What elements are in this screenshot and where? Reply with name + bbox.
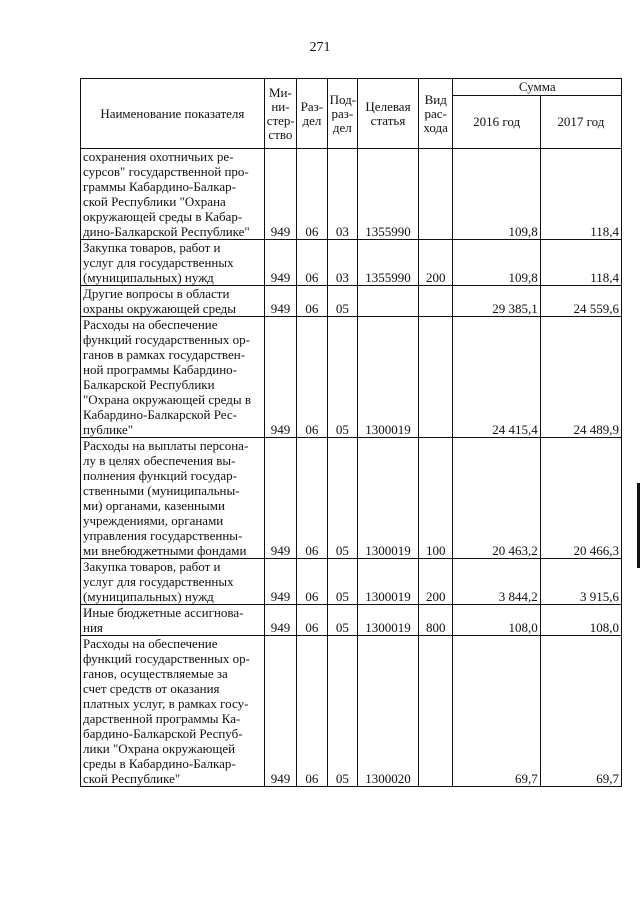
cell-ministry: 949	[264, 605, 296, 636]
cell-expense-type: 100	[418, 438, 453, 559]
cell-target-article: 1300019	[358, 438, 419, 559]
table-row	[81, 605, 622, 636]
cell-subsection: 05	[327, 605, 357, 636]
cell-name: Расходы на обеспечение функций государственных ор- ганов, осуществляемые за счет средств от оказания платных услуг, в рамках госу- дарственной программы Ка- бардино-Балкарской Респуб- лики "Охрана окружающей среды в Кабардино-Балкар- ской Республике"	[81, 636, 265, 787]
cell-name: Другие вопросы в области охраны окружающей среды	[81, 286, 265, 317]
cell-ministry: 949	[264, 559, 296, 605]
cell-section: 06	[297, 286, 327, 317]
cell-sum-2016: 20 463,2	[453, 438, 540, 559]
cell-section: 06	[297, 240, 327, 286]
cell-subsection: 05	[327, 559, 357, 605]
table-row	[81, 636, 622, 787]
header-year-2016: 2016 год	[453, 96, 540, 149]
cell-subsection: 05	[327, 286, 357, 317]
cell-sum-2016: 29 385,1	[453, 286, 540, 317]
cell-name: сохранения охотничьих ре- сурсов" государственной про- граммы Кабардино-Балкар- ской Республики "Охрана окружающей среды в Кабар- дино-Балкарской Республике"	[81, 149, 265, 240]
header-target-article: Целевая статья	[358, 79, 419, 149]
cell-sum-2016: 69,7	[453, 636, 540, 787]
cell-section: 06	[297, 559, 327, 605]
cell-sum-2017: 108,0	[540, 605, 621, 636]
table-body	[81, 149, 622, 787]
cell-section: 06	[297, 317, 327, 438]
cell-ministry: 949	[264, 317, 296, 438]
cell-expense-type	[418, 317, 453, 438]
cell-subsection: 05	[327, 438, 357, 559]
cell-sum-2017: 118,4	[540, 240, 621, 286]
cell-name: Расходы на выплаты персона- лу в целях обеспечения вы- полнения функций государ- ственными (муниципальны- ми) органами, казенными учреждениями, органами управления государственны- ми внебюджетными фондами	[81, 438, 265, 559]
cell-ministry: 949	[264, 438, 296, 559]
table-row	[81, 149, 622, 240]
cell-expense-type	[418, 636, 453, 787]
cell-ministry: 949	[264, 240, 296, 286]
header-section: Раз- дел	[297, 79, 327, 149]
header-year-2017: 2017 год	[540, 96, 621, 149]
cell-section: 06	[297, 636, 327, 787]
table-row	[81, 286, 622, 317]
header-expense-type: Вид рас- хода	[418, 79, 453, 149]
cell-ministry: 949	[264, 149, 296, 240]
cell-expense-type: 800	[418, 605, 453, 636]
cell-sum-2016: 3 844,2	[453, 559, 540, 605]
cell-subsection: 03	[327, 240, 357, 286]
cell-section: 06	[297, 438, 327, 559]
cell-target-article: 1300020	[358, 636, 419, 787]
header-ministry: Ми- ни- стер- ство	[264, 79, 296, 149]
cell-ministry: 949	[264, 636, 296, 787]
cell-subsection: 03	[327, 149, 357, 240]
cell-sum-2017: 24 489,9	[540, 317, 621, 438]
cell-expense-type	[418, 286, 453, 317]
cell-ministry: 949	[264, 286, 296, 317]
table-row	[81, 559, 622, 605]
header-row	[81, 79, 622, 96]
header-sum: Сумма	[453, 79, 622, 96]
cell-sum-2017: 118,4	[540, 149, 621, 240]
cell-name: Закупка товаров, работ и услуг для государственных (муниципальных) нужд	[81, 559, 265, 605]
cell-sum-2017: 24 559,6	[540, 286, 621, 317]
cell-sum-2017: 69,7	[540, 636, 621, 787]
cell-name: Расходы на обеспечение функций государственных ор- ганов в рамках государствен- ной программы Кабардино- Балкарской Республики "Охрана окружающей среды в Кабардино-Балкарской Рес- публике"	[81, 317, 265, 438]
cell-expense-type: 200	[418, 240, 453, 286]
cell-expense-type	[418, 149, 453, 240]
table-row	[81, 317, 622, 438]
cell-sum-2016: 109,8	[453, 149, 540, 240]
cell-sum-2016: 109,8	[453, 240, 540, 286]
cell-target-article	[358, 286, 419, 317]
cell-expense-type: 200	[418, 559, 453, 605]
header-name: Наименование показателя	[81, 79, 265, 149]
cell-target-article: 1300019	[358, 559, 419, 605]
cell-subsection: 05	[327, 317, 357, 438]
cell-target-article: 1300019	[358, 317, 419, 438]
cell-sum-2017: 20 466,3	[540, 438, 621, 559]
table-row	[81, 240, 622, 286]
cell-sum-2017: 3 915,6	[540, 559, 621, 605]
cell-section: 06	[297, 605, 327, 636]
cell-section: 06	[297, 149, 327, 240]
cell-target-article: 1355990	[358, 240, 419, 286]
cell-target-article: 1300019	[358, 605, 419, 636]
table-row	[81, 438, 622, 559]
cell-name: Иные бюджетные ассигнова- ния	[81, 605, 265, 636]
cell-target-article: 1355990	[358, 149, 419, 240]
budget-table	[80, 78, 622, 787]
cell-subsection: 05	[327, 636, 357, 787]
page-number: 271	[309, 40, 331, 55]
cell-sum-2016: 24 415,4	[453, 317, 540, 438]
cell-sum-2016: 108,0	[453, 605, 540, 636]
header-subsection: Под- раз- дел	[327, 79, 357, 149]
cell-name: Закупка товаров, работ и услуг для государственных (муниципальных) нужд	[81, 240, 265, 286]
